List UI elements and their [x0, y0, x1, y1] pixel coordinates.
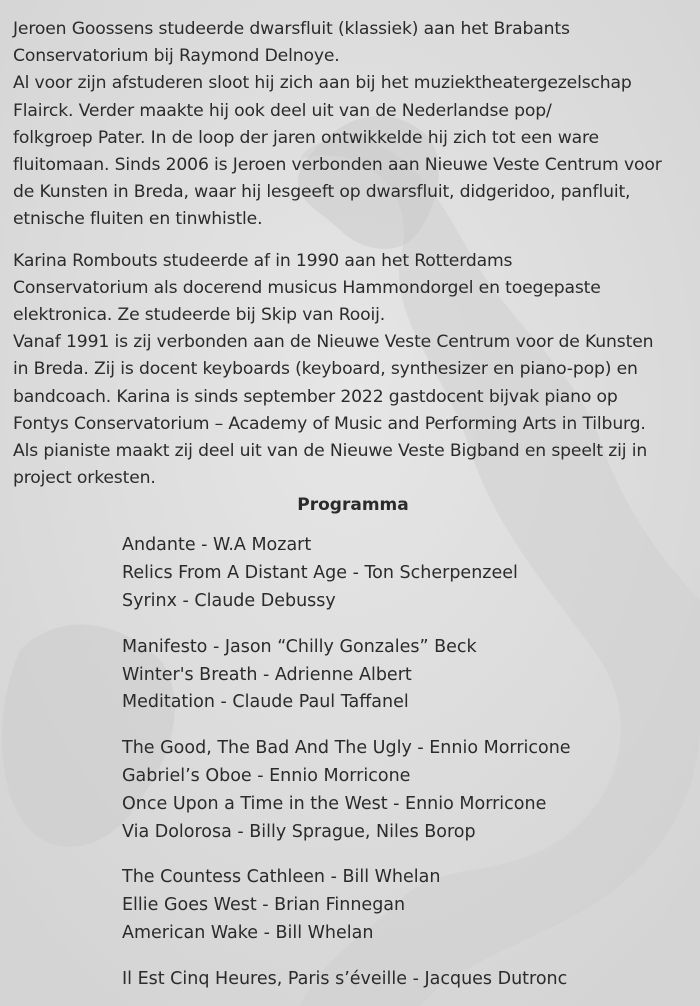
bio-line: bandcoach. Karina is sinds september 2022 gastdocent bijvak piano op [13, 386, 618, 407]
bio-line: de Kunsten in Breda, waar hij lesgeeft op dwarsfluit, didgeridoo, panfluit, [13, 182, 631, 203]
program-list [122, 532, 692, 993]
program-piece: Meditation - Claude Paul Taffanel [122, 692, 409, 713]
bio-line: Flairck. Verder maakte hij ook deel uit van de Nederlandse pop/ [13, 100, 552, 121]
bio-line: Fontys Conservatorium – Academy of Music and Performing Arts in Tilburg. [13, 413, 646, 434]
program-group [122, 735, 692, 846]
program-piece: The Good, The Bad And The Ugly - Ennio Morricone [122, 738, 571, 759]
bio-line: Al voor zijn afstuderen sloot hij zich aan bij het muziektheatergezelschap [13, 73, 632, 94]
program-piece: The Countess Cathleen - Bill Whelan [122, 867, 441, 888]
program-group [122, 864, 692, 947]
program-piece: Ellie Goes West - Brian Finnegan [122, 895, 406, 916]
program-piece: Via Dolorosa - Billy Sprague, Niles Borop [122, 821, 476, 842]
bio-line: folkgroep Pater. In de loop der jaren ontwikkelde hij zich tot een ware [13, 127, 599, 148]
program-piece: Manifesto - Jason “Chilly Gonzales” Beck [122, 636, 477, 657]
program-piece: Syrinx - Claude Debussy [122, 591, 336, 612]
bio-line: fluitomaan. Sinds 2006 is Jeroen verbonden aan Nieuwe Veste Centrum voor [13, 155, 662, 176]
program-piece: American Wake - Bill Whelan [122, 923, 374, 944]
bio-jeroen-goossens [13, 16, 692, 234]
program-group [122, 634, 692, 717]
paragraph-gap [13, 234, 692, 248]
bio-line: elektronica. Ze studeerde bij Skip van Rooij. [13, 305, 386, 326]
program-group [122, 966, 692, 994]
program-piece: Once Upon a Time in the West - Ennio Morricone [122, 793, 547, 814]
program-piece: Winter's Breath - Adrienne Albert [122, 664, 412, 685]
bio-line: Conservatorium bij Raymond Delnoye. [13, 46, 340, 67]
bio-line: etnische fluiten en tinwhistle. [13, 209, 263, 230]
bio-line: Vanaf 1991 is zij verbonden aan de Nieuwe Veste Centrum voor de Kunsten [13, 332, 654, 353]
bio-line: Jeroen Goossens studeerde dwarsfluit (klassiek) aan het Brabants [13, 19, 570, 39]
program-piece: Gabriel’s Oboe - Ennio Morricone [122, 766, 411, 787]
program-group [122, 532, 692, 615]
bio-line: in Breda. Zij is docent keyboards (keyboard, synthesizer en piano-pop) en [13, 359, 638, 380]
program-piece: Andante - W.A Mozart [122, 535, 312, 556]
bio-line: project orkesten. [13, 468, 156, 489]
program-piece: Relics From A Distant Age - Ton Scherpenzeel [122, 563, 518, 584]
bio-line: Conservatorium als docerend musicus Hammondorgel en toegepaste [13, 277, 601, 298]
biographies [13, 16, 692, 492]
bio-line: Karina Rombouts studeerde af in 1990 aan het Rotterdams [13, 250, 513, 271]
program-piece: Il Est Cinq Heures, Paris s’éveille - Jacques Dutronc [122, 968, 568, 989]
bio-karina-rombouts [13, 248, 692, 493]
program-title: Programma [297, 495, 409, 516]
bio-line: Als pianiste maakt zij deel uit van de Nieuwe Veste Bigband en speelt zij in [13, 441, 648, 462]
